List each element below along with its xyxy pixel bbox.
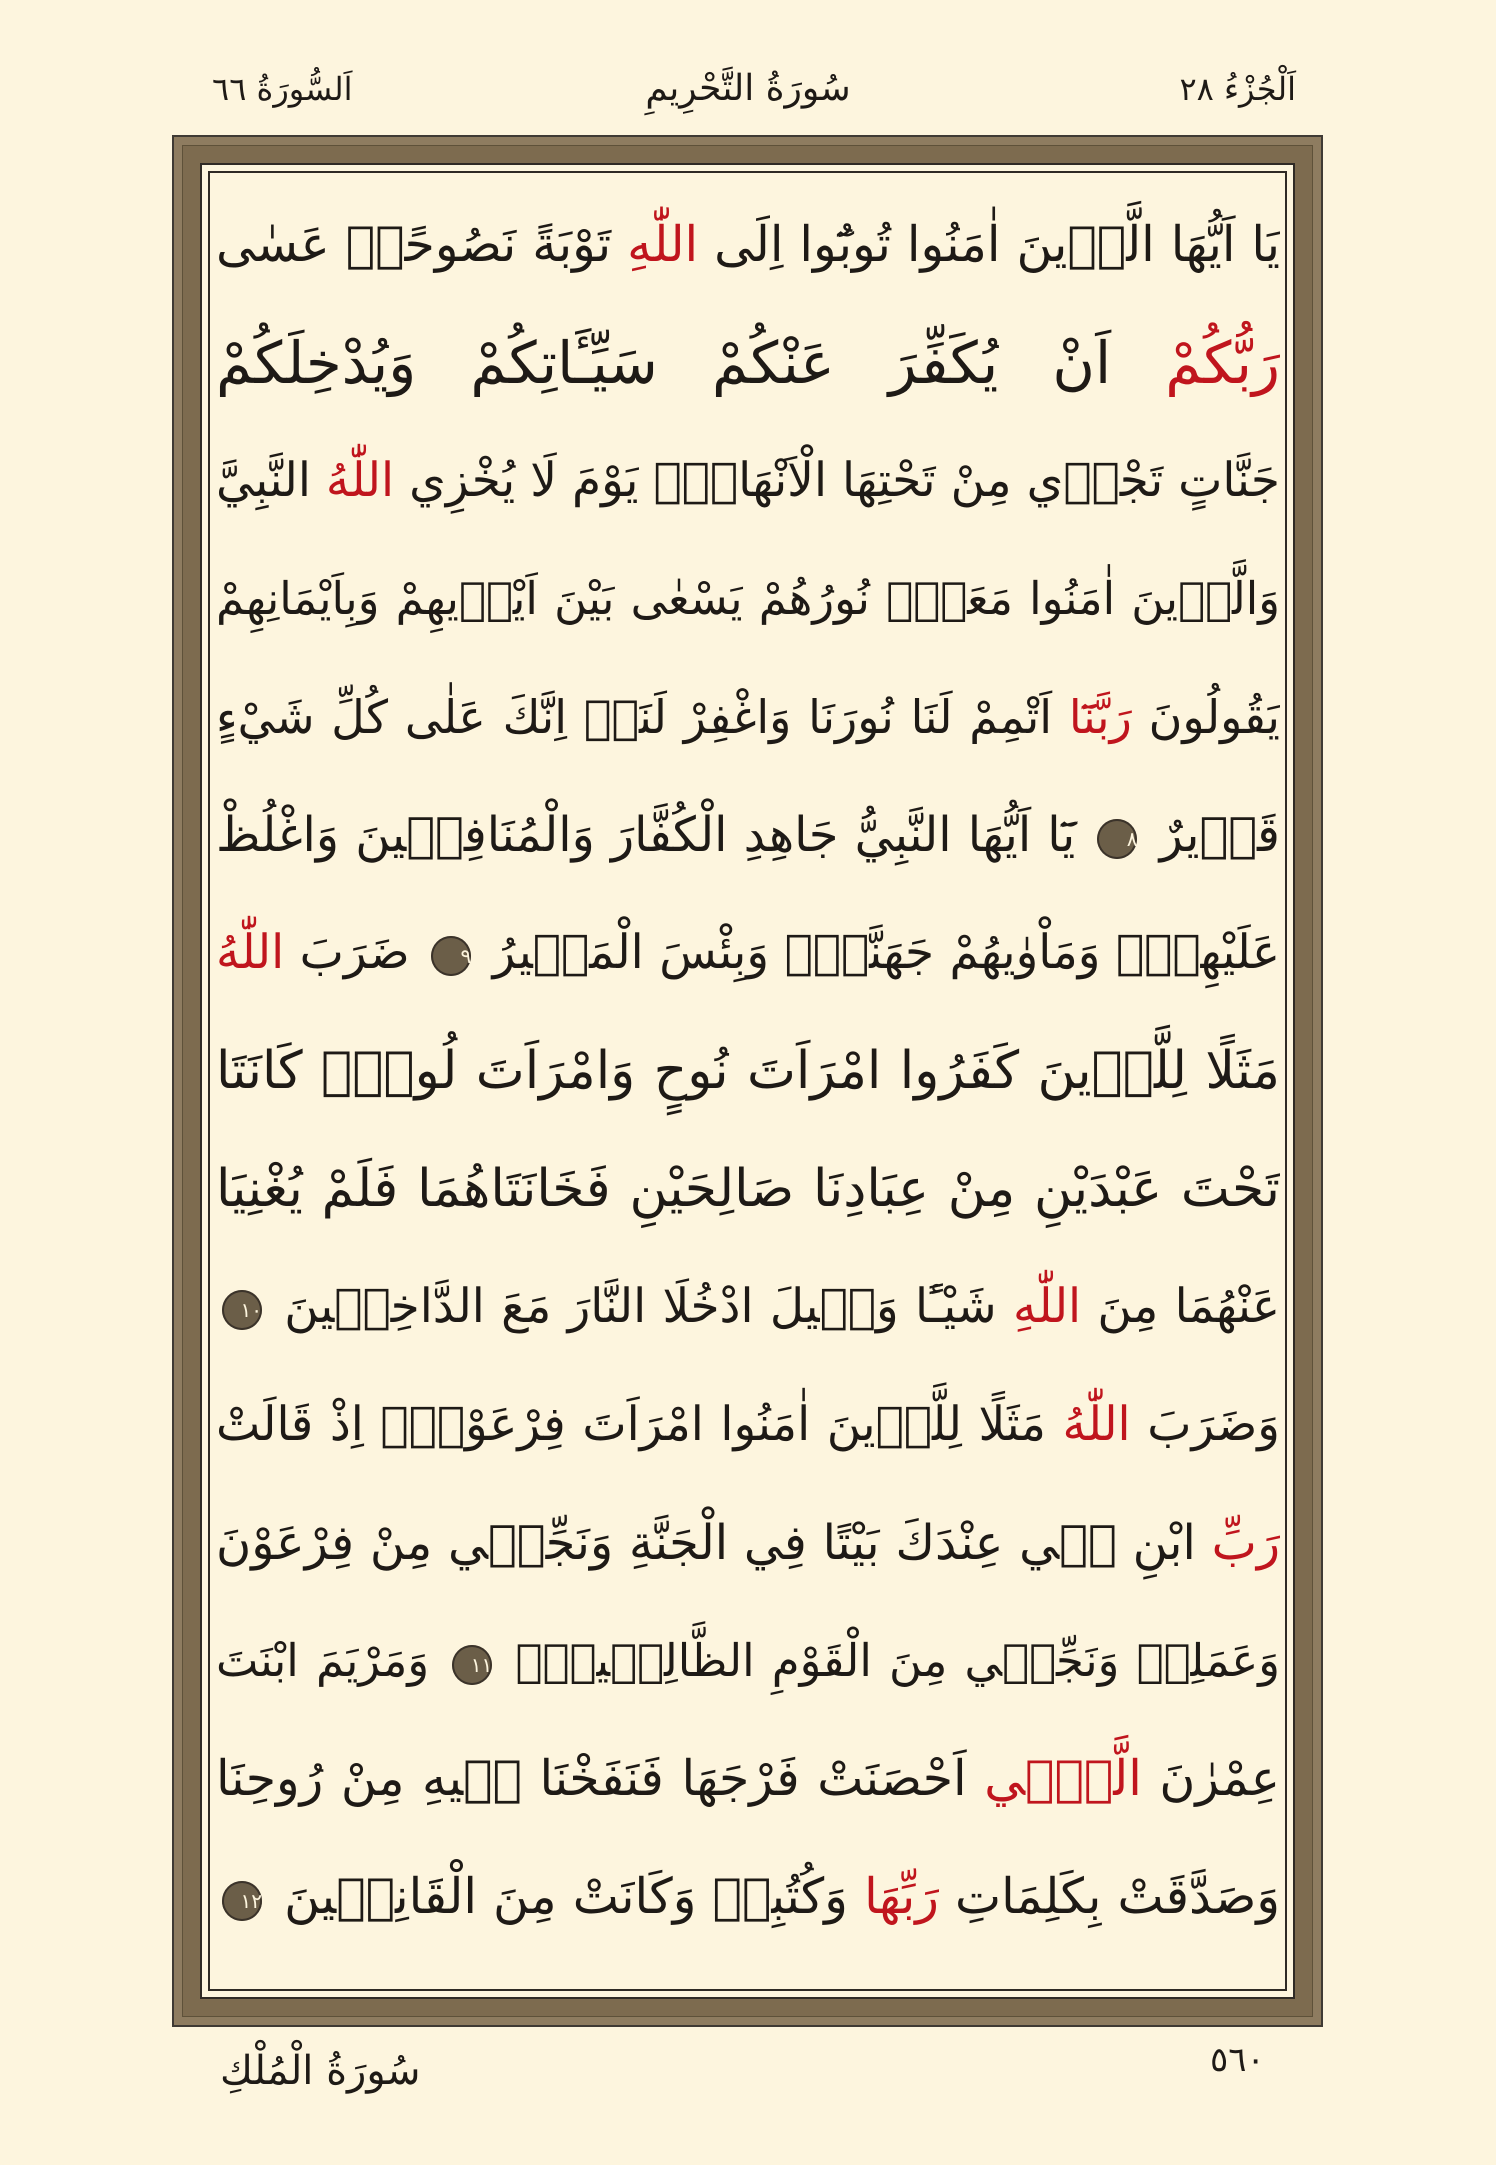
verse-line [216,893,1280,1013]
verse-line [216,1483,1280,1603]
verse-text: شَيْـًٔا وَق۪يلَ ادْخُلَا النَّارَ مَعَ الدَّاخِل۪ينَ [268,1279,1013,1334]
highlighted-word: رَبِّهَا [864,1868,939,1925]
verse-text: وَالَّذ۪ينَ اٰمَنُوا مَعَهُۚ نُورُهُمْ يَسْعٰى بَيْنَ اَيْد۪يهِمْ وَبِاَيْمَانِهِمْ [216,572,1280,625]
verse-line [216,539,1280,659]
verse-line [216,421,1280,541]
highlighted-word: الَّت۪ٓي [984,1750,1142,1807]
verse-text: مَثَلًا لِلَّذ۪ينَ كَفَرُوا امْرَاَتَ نُوحٍ وَامْرَاَتَ لُوطٍۜ كَانَتَا [216,1041,1280,1101]
page-number: ٥٦٠ [1210,2040,1265,2080]
verse-text: عِمْرٰنَ [1141,1750,1280,1807]
divine-name: اللّٰهِ [627,216,699,273]
highlighted-word: رَبَّنَٓا [1068,690,1132,744]
verse-text: وَضَرَبَ [1130,1397,1280,1452]
ayah-number-marker: ١٢ [222,1881,262,1921]
verse-line [216,1837,1280,1957]
surah-title: سُورَةُ التَّحْرِيمِ [645,68,851,109]
verse-text: وَصَدَّقَتْ بِكَلِمَاتِ [938,1868,1280,1925]
verse-text: اَتْمِمْ لَنَا نُورَنَا وَاغْفِرْ لَنَاۚ اِنَّكَ عَلٰى كُلِّ شَيْءٍ [216,690,1069,744]
verse-text: يَٓا اَيُّهَا النَّبِيُّ جَاهِدِ الْكُفَّارَ وَالْمُنَافِق۪ينَ وَاغْلُظْ [216,807,1092,863]
divine-name: اللّٰهُ [1062,1397,1131,1452]
verse-line [216,775,1280,895]
verse-text: النَّبِيَّ [216,453,326,508]
verse-line [216,657,1280,777]
verse-line [216,303,1280,423]
verse-line [216,1247,1280,1367]
verse-text: مَثَلًا لِلَّذ۪ينَ اٰمَنُوا امْرَاَتَ فِرْعَوْنَۢ اِذْ قَالَتْ [216,1397,1063,1452]
verse-text: جَنَّاتٍ تَجْر۪ي مِنْ تَحْتِهَا الْاَنْهَارُۙ يَوْمَ لَا يُخْزِي [394,453,1280,508]
verse-text: وَكُتُبِه۪ وَكَانَتْ مِنَ الْقَانِت۪ينَ [268,1868,865,1925]
divine-name: اللّٰهُ [325,453,395,508]
verse-text: قَد۪يرٌ [1143,807,1280,863]
highlighted-word: رَبُّكُمْ [1165,329,1280,397]
ayah-number-marker: ١١ [452,1645,492,1685]
verse-text: اَحْصَنَتْ فَرْجَهَا فَنَفَخْنَا ف۪يهِ مِنْ رُوحِنَا [216,1750,985,1807]
verse-line [216,1719,1280,1839]
ayah-number-marker: ٩ [431,936,471,976]
verse-text: اَنْ يُكَفِّرَ عَنْكُمْ سَيِّـَٔاتِكُمْ وَيُدْخِلَكُمْ [216,329,1166,397]
verse-text: يَا اَيُّهَا الَّذ۪ينَ اٰمَنُوا تُوبُٓوا اِلَى [698,216,1280,273]
verse-line [216,1011,1280,1131]
highlighted-word: رَبِّ [1211,1515,1280,1571]
surah-number: اَلسُّورَةُ ٦٦ [212,70,353,108]
verse-text: ابْنِ ل۪ي عِنْدَكَ بَيْتًا فِي الْجَنَّةِ وَنَجِّن۪ي مِنْ فِرْعَوْنَ [216,1515,1212,1571]
verse-line [216,1129,1280,1249]
ayah-number-marker: ١٠ [222,1290,262,1330]
verse-text-panel [216,185,1280,1975]
juz-label: اَلْجُزْءُ ٢٨ [1179,70,1296,108]
verse-text: ضَرَبَ [284,925,426,980]
divine-name: اللّٰهِ [1012,1279,1082,1334]
verse-text: وَعَمَلِه۪ وَنَجِّن۪ي مِنَ الْقَوْمِ الظَّالِم۪ينَۙ [498,1634,1280,1687]
verse-text: عَلَيْهِمْۜ وَمَاْوٰيهُمْ جَهَنَّمُۜ وَبِئْسَ الْمَص۪يرُ [477,925,1280,980]
verse-line [216,185,1280,305]
verse-line [216,1365,1280,1485]
next-surah-catchword: سُورَةُ الْمُلْكِ [220,2048,421,2094]
verse-text: وَمَرْيَمَ ابْنَتَ [216,1634,447,1687]
divine-name: اللّٰهُ [216,925,285,980]
verse-line [216,1601,1280,1721]
ayah-number-marker: ٨ [1097,819,1137,859]
verse-text: يَقُولُونَ [1131,690,1280,744]
verse-text: عَنْهُمَا مِنَ [1081,1279,1280,1334]
verse-text: تَوْبَةً نَصُوحًاۜ عَسٰى [216,216,628,273]
verse-text: تَحْتَ عَبْدَيْنِ مِنْ عِبَادِنَا صَالِحَيْنِ فَخَانَتَاهُمَا فَلَمْ يُغْنِيَا [216,1159,1280,1219]
